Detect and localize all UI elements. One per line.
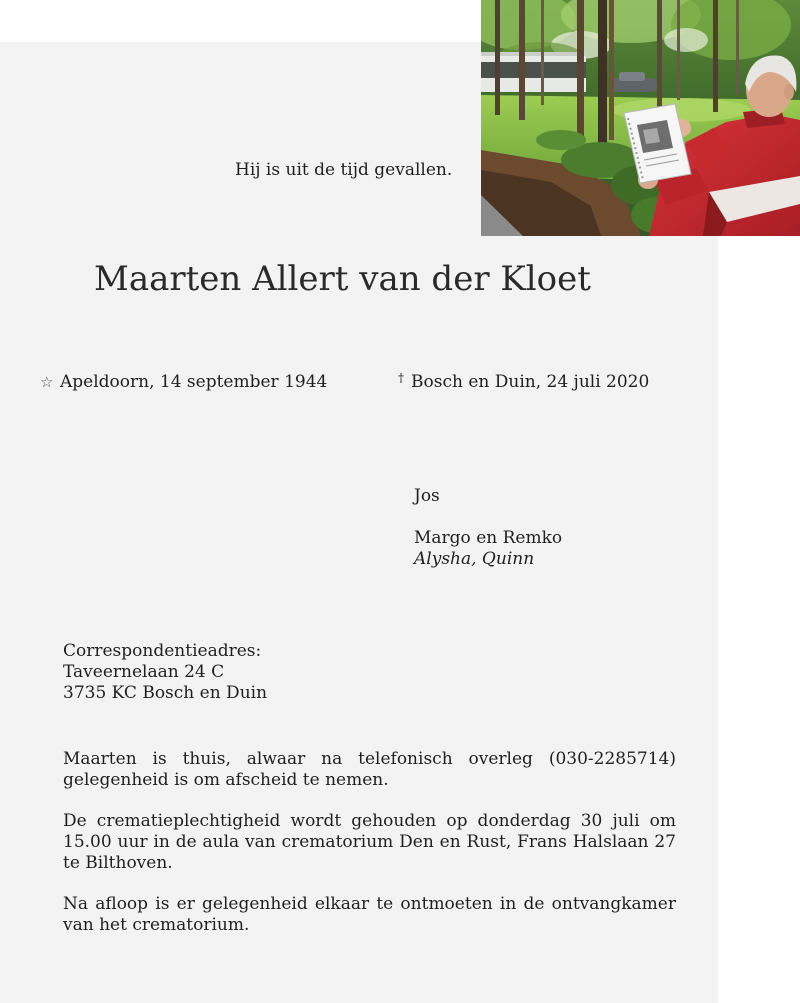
paragraph-line: 15.00 uur in de aula van crematorium Den en Rust, Frans Halslaan 27 <box>63 832 676 852</box>
star-icon: ☆ <box>40 373 54 391</box>
paragraph-viewing <box>63 749 676 791</box>
birth-line <box>40 372 327 393</box>
death-line <box>398 372 649 394</box>
correspondence-street: Taveernelaan 24 C <box>63 662 225 682</box>
paragraph-line: Na afloop is er gelegenheid elkaar te ontmoeten in de ontvangkamer <box>63 894 676 914</box>
deceased-name: Maarten Allert van der Kloet <box>94 259 591 299</box>
correspondence-label: Correspondentieadres: <box>63 641 262 661</box>
paragraph-line: Maarten is thuis, alwaar na telefonisch overleg (030-2285714) <box>63 749 676 769</box>
paragraph-ceremony <box>63 811 676 874</box>
paragraph-line: gelegenheid is om afscheid te nemen. <box>63 770 389 790</box>
correspondence-address <box>63 641 267 704</box>
paragraph-line: De crematieplechtigheid wordt gehouden op donderdag 30 juli om <box>63 811 676 831</box>
death-text: Bosch en Duin, 24 juli 2020 <box>411 372 650 392</box>
family-children: Margo en Remko <box>414 528 563 548</box>
memorial-photo <box>481 0 800 236</box>
family-partner: Jos <box>414 486 440 506</box>
dagger-icon: † <box>398 371 404 385</box>
paragraph-line: te Bilthoven. <box>63 853 173 873</box>
correspondence-postal-city: 3735 KC Bosch en Duin <box>63 683 268 703</box>
paragraph-reception <box>63 894 676 936</box>
motto-text: Hij is uit de tijd gevallen. <box>235 160 453 180</box>
family-grandchildren: Alysha, Quinn <box>414 549 535 569</box>
birth-text: Apeldoorn, 14 september 1944 <box>60 372 328 392</box>
paragraph-line: van het crematorium. <box>63 915 250 935</box>
